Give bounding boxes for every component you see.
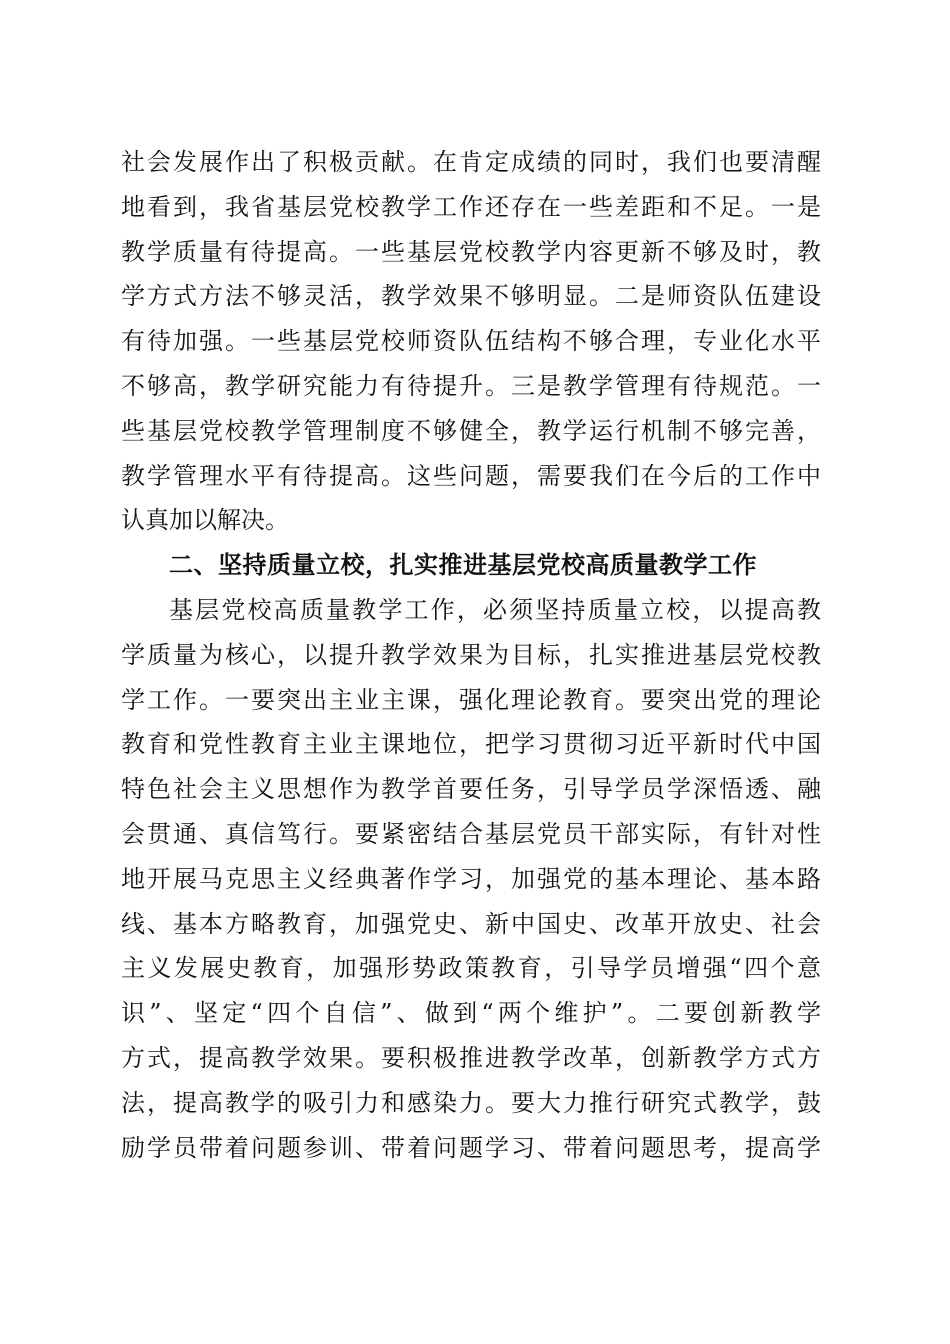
text-line: 识”、坚定“四个自信”、做到“两个维护”。二要创新教学 xyxy=(121,999,821,1028)
text-line: 有待加强。一些基层党校师资队伍结构不够合理，专业化水平 xyxy=(121,327,821,356)
text-line: 教育和党性教育主业主课地位，把学习贯彻习近平新时代中国 xyxy=(121,730,821,759)
paragraph-section-two xyxy=(121,588,821,1170)
text-line: 社会发展作出了积极贡献。在肯定成绩的同时，我们也要清醒 xyxy=(121,148,821,176)
text-line: 方式，提高教学效果。要积极推进教学改革，创新教学方式方 xyxy=(121,1043,821,1072)
text-line: 地看到，我省基层党校教学工作还存在一些差距和不足。一是 xyxy=(121,192,821,221)
text-line: 线、基本方略教育，加强党史、新中国史、改革开放史、社会 xyxy=(121,909,821,938)
text-line: 学质量为核心，以提升教学效果为目标，扎实推进基层党校教 xyxy=(121,640,821,669)
paragraph-continued xyxy=(121,140,821,543)
text-line: 认真加以解决。 xyxy=(121,506,289,535)
text-line: 教学管理水平有待提高。这些问题，需要我们在今后的工作中 xyxy=(121,461,821,490)
text-line: 学方式方法不够灵活，教学效果不够明显。二是师资队伍建设 xyxy=(121,282,821,311)
text-line: 法，提高教学的吸引力和感染力。要大力推行研究式教学，鼓 xyxy=(121,1088,821,1117)
text-line: 基层党校高质量教学工作，必须坚持质量立校，以提高教 xyxy=(169,595,821,624)
text-line: 些基层党校教学管理制度不够健全，教学运行机制不够完善， xyxy=(121,416,821,445)
text-line: 地开展马克思主义经典著作学习，加强党的基本理论、基本路 xyxy=(121,864,821,893)
text-line: 会贯通、真信笃行。要紧密结合基层党员干部实际，有针对性 xyxy=(121,819,821,848)
text-line: 学工作。一要突出主业主课，强化理论教育。要突出党的理论 xyxy=(121,685,821,714)
section-heading: 二、坚持质量立校，扎实推进基层党校高质量教学工作 xyxy=(169,551,757,580)
text-line: 主义发展史教育，加强形势政策教育，引导学员增强“四个意 xyxy=(121,954,821,983)
text-line: 特色社会主义思想作为教学首要任务，引导学员学深悟透、融 xyxy=(121,775,821,804)
text-line: 教学质量有待提高。一些基层党校教学内容更新不够及时，教 xyxy=(121,237,821,266)
document-body xyxy=(121,140,821,1170)
text-line: 励学员带着问题参训、带着问题学习、带着问题思考，提高学 xyxy=(121,1133,821,1162)
text-line: 不够高，教学研究能力有待提升。三是教学管理有待规范。一 xyxy=(121,371,821,400)
